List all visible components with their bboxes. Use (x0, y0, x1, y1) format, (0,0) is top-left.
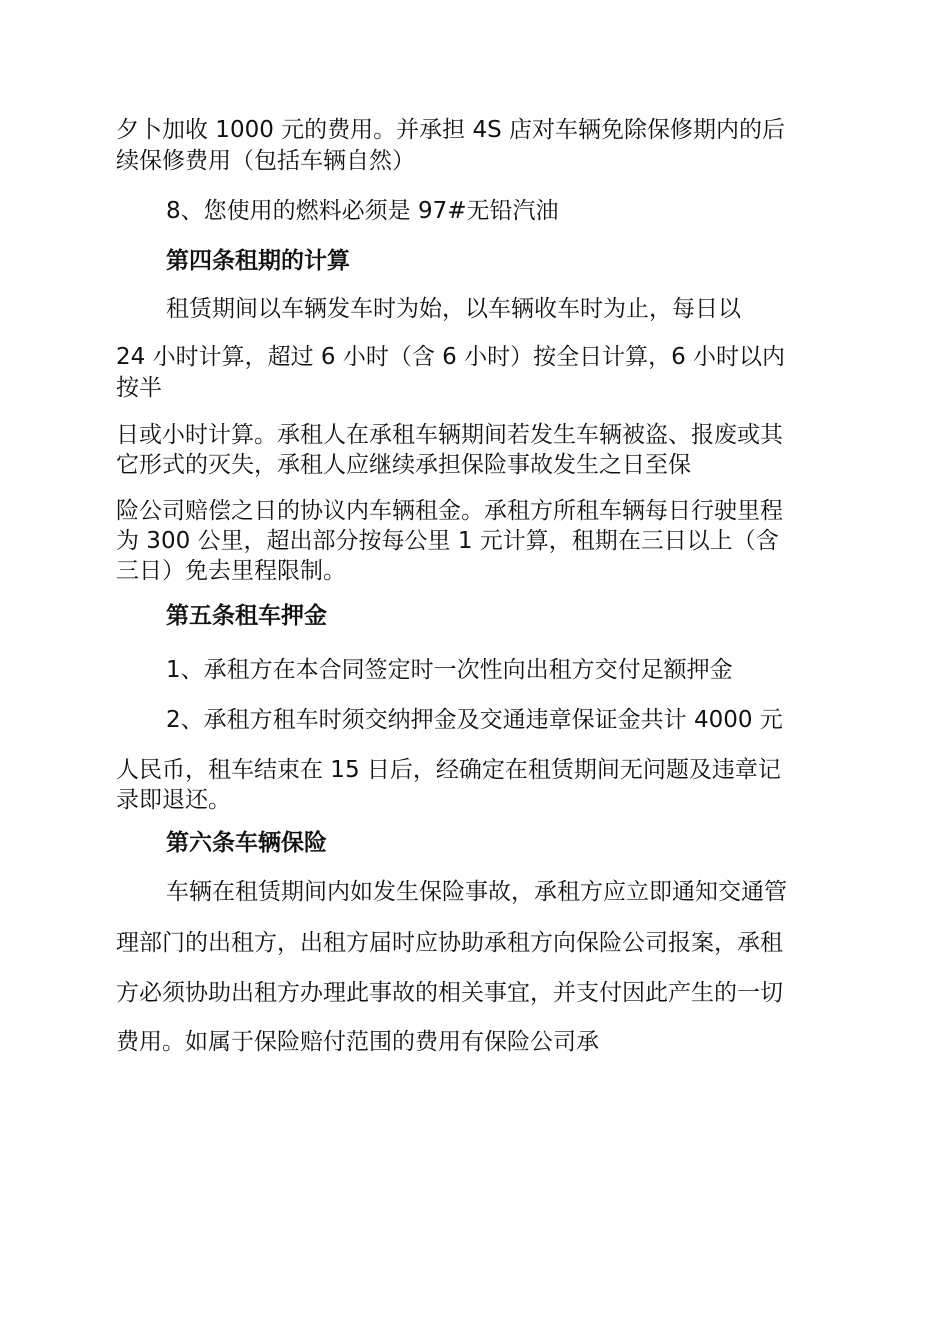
paragraph-line: 日或小时计算。承租人在承租车辆期间若发生车辆被盗、报废或其 (116, 422, 783, 448)
paragraph-line: 险公司赔偿之日的协议内车辆租金。承租方所租车辆每日行驶里程 (116, 498, 783, 524)
paragraph-line: 理部门的出租方，出租方届时应协助承租方向保险公司报案，承租 (116, 930, 783, 956)
list-item-fuel: 8、您使用的燃料必须是 97#无铅汽油 (166, 198, 559, 224)
paragraph-line: 三日）免去里程限制。 (116, 558, 346, 584)
paragraph-line: 按半 (116, 375, 162, 401)
list-item-deposit-1: 1、承租方在本合同签定时一次性向出租方交付足额押金 (166, 657, 733, 683)
section-heading-article-4: 第四条租期的计算 (166, 248, 350, 274)
paragraph-line: 车辆在租赁期间内如发生保险事故，承租方应立即通知交通管 (166, 879, 787, 905)
section-heading-article-5: 第五条租车押金 (166, 603, 327, 629)
paragraph-line: 费用。如属于保险赔付范围的费用有保险公司承 (116, 1029, 599, 1055)
paragraph-line: 方必须协助出租方办理此事故的相关事宜，并支付因此产生的一切 (116, 980, 783, 1006)
paragraph-line: 为 300 公里，超出部分按每公里 1 元计算，租期在三日以上（含 (116, 528, 779, 554)
paragraph-line: 租赁期间以车辆发车时为始，以车辆收车时为止，每日以 (166, 296, 741, 322)
paragraph-line: 录即退还。 (116, 787, 231, 813)
paragraph-line: 夕卜加收 1000 元的费用。并承担 4S 店对车辆免除保修期内的后 (116, 117, 786, 143)
paragraph-line: 续保修费用（包括车辆自然） (116, 148, 415, 174)
section-heading-article-6: 第六条车辆保险 (166, 830, 327, 856)
list-item-deposit-2: 2、承租方租车时须交纳押金及交通违章保证金共计 4000 元 (166, 707, 783, 733)
paragraph-line: 它形式的灭失，承租人应继续承担保险事故发生之日至保 (116, 452, 691, 478)
paragraph-line: 24 小时计算，超过 6 小时（含 6 小时）按全日计算，6 小时以内 (116, 344, 786, 370)
paragraph-line: 人民币，租车结束在 15 日后，经确定在租赁期间无问题及违章记 (116, 757, 781, 783)
